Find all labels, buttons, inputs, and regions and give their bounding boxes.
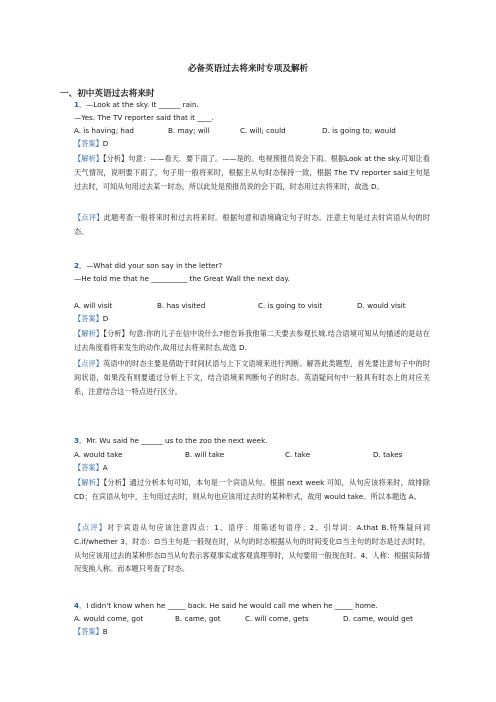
question-text: Mr. Wu said he ______ us to the zoo the next week. [86,436,268,445]
answer-tag: 【答案】 [74,314,103,323]
analysis-block [74,152,430,193]
point-text: 对于宾语从句应该注意四点：1、语序：用陈述句语序；2、引导词：A.that B.特殊疑问词 C.if/whether 3、时态：⊡当主句是一般现在时，从句的时态根据从句的时间变化⊡当主句的时态是过去时时，从句应该用过去的某种形态⊡当从句表示客观事实或客观真理等时，从句要用一般现在时。4、人称：根据实际情况变换人称。而本题只考查了时态。 [74,523,430,574]
answer-value: A [102,463,108,472]
point-tag: 【点评】 [74,213,104,222]
question-line: —He told me that he __________ the Great Wall the next day. [74,274,290,283]
question-number: 2． [74,261,87,270]
option-b: B. will take [185,450,225,459]
question-number: 3． [74,436,87,445]
point-tag: 【点评】 [74,523,108,532]
question-4 [74,601,378,611]
answer-value: B [102,627,108,636]
analysis-block [74,476,430,504]
answer-line [74,463,108,473]
option-b: B. has visited [157,301,206,310]
option-b: B. came, got [175,614,221,623]
answer-line [74,627,108,637]
option-d: D. takes [373,450,403,459]
option-a: A. is having; had [74,126,134,135]
analysis-tag: 【解析】 [74,154,103,163]
analysis-tag: 【解析】 [74,478,104,487]
question-1 [74,100,199,110]
option-a: A. would take [74,450,123,459]
answer-value: D [102,314,109,323]
question-number: 4． [74,601,87,610]
question-line: —Yes. The TV reporter said that it ____. [74,113,214,122]
answer-line [74,139,108,149]
question-number: 1． [74,100,87,109]
question-text: —What did your son say in the letter? [86,261,223,270]
answer-tag: 【答案】 [74,139,103,148]
option-a: A. would come, got [74,614,144,623]
question-3 [74,436,268,446]
analysis-tag: 【解析】 [74,329,104,338]
option-b: B. may; will [168,126,210,135]
answer-tag: 【答案】 [74,463,103,472]
option-c: C. will come, gets [245,614,309,623]
analysis-text: 【分析】通过分析本句可知，本句是一个宾语从句。根据 next week 可知，从句应该将来时，故排除 CD；在宾语从句中，主句用过去时，则从句也应该用过去时的某种形式，故用 would take。所以本题选 A。 [74,478,430,501]
option-d: D. came, would get [343,614,413,623]
point-text: 英语中的时态主要是借助于时间状语与上下文语境来进行判断。解答此类题型，首先要注意句子中的时间状语，如果没有则要通过分析上下文，结合语境来判断句子的时态。英语疑问句中一般具有时态上的对应关系，注意结合这一特点进行区分。 [74,359,430,396]
question-text: —Look at the sky. It ______ rain. [86,100,199,109]
section-heading: 一、初中英语过去将来时 [60,89,155,99]
option-c: C. take [285,450,311,459]
point-text: 此题考查一般将来时和过去将来时。根据句意和语境确定句子时态。注意主句是过去时宾语从句的时态。 [74,213,430,236]
point-block [74,211,430,239]
analysis-text: 【分析】句意：——看天．要下雨了。——是的。电视预报员说会下雨。根据Look at the sky.可知让看天气情况，说明要下雨了，句子用一般将来时，根据主从句时态保持一致，根据 The TV reporter said主句是过去时，可知从句用过去某一时态，所以此处是预报员说的会下雨，时态用过去将来时，故选 D。 [74,154,430,191]
option-c: C. is going to visit [258,301,323,310]
option-d: D. would visit [357,301,406,310]
answer-value: D [102,139,109,148]
option-a: A. will visit [74,301,113,310]
answer-tag: 【答案】 [74,627,103,636]
document-title: 必备英语过去将来时专项及解析 [187,64,309,74]
question-2 [74,261,222,271]
analysis-text: 【分析】句意:你的儿子在信中说什么?他告诉我他第二天要去参观长城.结合语境可知从句描述的是站在过去角度看将来发生的动作,故用过去将来时态,故选 D. [74,329,430,352]
analysis-block [74,327,430,355]
option-c: C. will; could [240,126,286,135]
answer-line [74,314,108,324]
point-block [74,521,430,576]
point-block [74,357,430,398]
point-tag: 【点评】 [74,359,104,368]
question-text: I didn't know when he _____ back. He said he would call me when he _____ home. [86,601,378,610]
option-d: D. is going to; would [322,126,396,135]
